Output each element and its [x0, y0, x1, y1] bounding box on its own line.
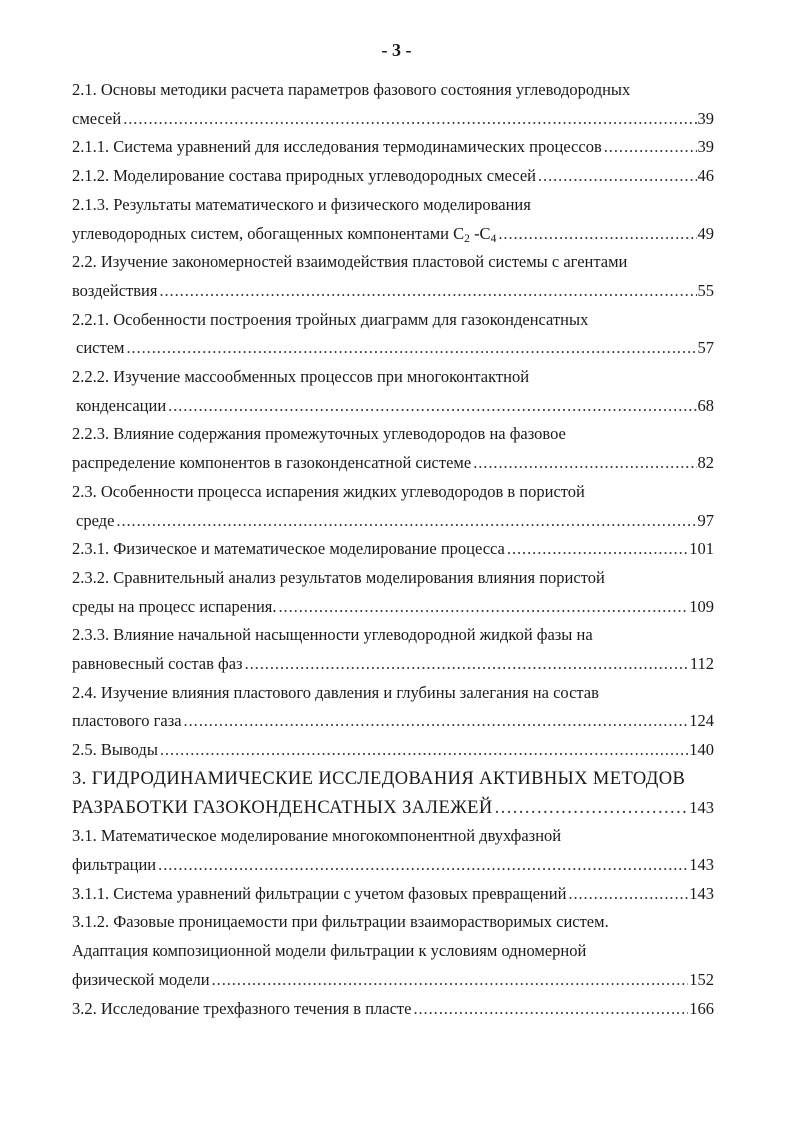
toc-entry-2-1-2[interactable] [72, 162, 714, 191]
dot-leader [498, 220, 696, 249]
toc-page-number: 140 [689, 740, 714, 760]
toc-entry-text: 3.2. Исследование трехфазного течения в пласте [72, 998, 412, 1018]
toc-entry-2-5[interactable] [72, 736, 714, 765]
dot-leader [116, 507, 696, 536]
toc-entry-2-3-2[interactable] [72, 564, 714, 621]
toc-page-number: 124 [689, 711, 714, 731]
toc-entry-text: распределение компонентов в газоконденсатной системе [72, 453, 472, 473]
toc-page-number: 49 [697, 223, 714, 243]
toc-entry-text: 2.2.1. Особенности построения тройных диаграмм для газоконденсатных [72, 309, 589, 329]
toc-entry-text: 2.3.2. Сравнительный анализ результатов моделирования влияния пористой [72, 567, 605, 587]
dot-leader [184, 707, 689, 736]
toc-page-number: 55 [697, 280, 714, 300]
toc-entry-text: физической модели [72, 969, 210, 989]
toc-page-number: 112 [689, 654, 714, 674]
toc-entry-2-2-2[interactable] [72, 363, 714, 420]
toc-page-number: 109 [689, 596, 714, 616]
toc-entry-3-1-1[interactable] [72, 880, 714, 909]
dot-leader [413, 995, 688, 1024]
toc-entry-text: углеводородных систем, обогащенных компонентами $C_2$ $-C_4$ [72, 223, 497, 245]
toc-entry-3-2[interactable] [72, 995, 714, 1024]
dot-leader [212, 966, 689, 995]
toc-entry-text: РАЗРАБОТКИ ГАЗОКОНДЕНСАТНЫХ ЗАЛЕЖЕЙ [72, 797, 493, 818]
toc-entry-2-1-1[interactable] [72, 133, 714, 162]
toc-entry-text: 2.3. Особенности процесса испарения жидких углеводородов в пористой [72, 481, 585, 501]
toc-entry-text: 2.1.2. Моделирование состава природных углеводородных смесей [72, 166, 536, 186]
toc-entry-text: 3.1. Математическое моделирование многокомпонентной двухфазной [72, 826, 562, 846]
toc-entry-text: 2.1.1. Система уравнений для исследования термодинамических процессов [72, 137, 602, 157]
dot-leader [279, 593, 689, 622]
toc-entry-2-2[interactable] [72, 248, 714, 305]
toc-entry-2-1[interactable] [72, 76, 714, 133]
toc-entry-text: конденсации [76, 395, 167, 415]
toc-entry-text: 2.1.3. Результаты математического и физического моделирования [72, 194, 531, 214]
dot-leader [123, 105, 696, 134]
toc-entry-text: 3. ГИДРОДИНАМИЧЕСКИЕ ИССЛЕДОВАНИЯ АКТИВНЫХ МЕТОДОВ [72, 768, 686, 789]
toc-entry-2-3[interactable] [72, 478, 714, 535]
dot-leader [168, 392, 696, 421]
toc-page-number: 68 [697, 395, 714, 415]
toc-entry-chapter-3[interactable] [72, 765, 714, 822]
toc-entry-text: среды на процесс испарения. [72, 596, 277, 616]
toc-page-number: 39 [697, 108, 714, 128]
toc-entry-3-1-2[interactable] [72, 908, 714, 994]
dot-leader [604, 133, 697, 162]
table-of-contents [72, 76, 714, 1023]
toc-page-number: 166 [689, 998, 714, 1018]
dot-leader [126, 334, 696, 363]
toc-entry-text: 2.2.3. Влияние содержания промежуточных углеводородов на фазовое [72, 424, 566, 444]
toc-entry-text: 2.1. Основы методики расчета параметров фазового состояния углеводородных [72, 80, 631, 99]
dot-leader [473, 449, 696, 478]
toc-entry-text: систем [76, 338, 125, 358]
toc-page-number: 101 [689, 539, 714, 559]
toc-entry-text: смесей [72, 108, 122, 128]
toc-entry-text: 2.4. Изучение влияния пластового давления и глубины залегания на состав [72, 682, 599, 702]
toc-entry-text: 3.1.1. Система уравнений фильтрации с учетом фазовых превращений [72, 883, 567, 903]
toc-entry-2-4[interactable] [72, 679, 714, 736]
toc-entry-text: 2.5. Выводы [72, 740, 158, 760]
toc-entry-text: равновесный состав фаз [72, 654, 243, 674]
toc-entry-text: Адаптация композиционной модели фильтрации к условиям одномерной [72, 941, 587, 961]
toc-page-number: 143 [689, 854, 714, 874]
toc-entry-text: 2.3.1. Физическое и математическое моделирование процесса [72, 539, 505, 559]
dot-leader [245, 650, 689, 679]
toc-page-number: 97 [697, 510, 714, 530]
toc-entry-2-1-3[interactable] [72, 191, 714, 248]
toc-entry-2-2-1[interactable] [72, 306, 714, 363]
toc-entry-3-1[interactable] [72, 822, 714, 879]
toc-entry-text: фильтрации [72, 854, 157, 874]
toc-page-number: 143 [689, 883, 714, 903]
page-number: - 3 - [381, 40, 412, 60]
dot-leader [158, 851, 688, 880]
toc-entry-2-3-1[interactable] [72, 535, 714, 564]
toc-page-number: 82 [697, 453, 714, 473]
toc-entry-2-3-3[interactable] [72, 621, 714, 678]
toc-page-number: 46 [697, 166, 714, 186]
toc-entry-text: воздействия [72, 280, 158, 300]
toc-page-number: 152 [689, 969, 714, 989]
toc-page-number: 57 [697, 338, 714, 358]
toc-entry-text: 2.3.3. Влияние начальной насыщенности углеводородной жидкой фазы на [72, 625, 593, 645]
toc-entry-text: 2.2.2. Изучение массообменных процессов при многоконтактной [72, 367, 530, 387]
dot-leader [507, 535, 688, 564]
dot-leader [160, 736, 688, 765]
toc-entry-text: 3.1.2. Фазовые проницаемости при фильтрации взаиморастворимых систем. [72, 912, 609, 932]
toc-entry-2-2-3[interactable] [72, 420, 714, 477]
dot-leader [538, 162, 697, 191]
dot-leader [495, 794, 689, 823]
toc-entry-text: пластового газа [72, 711, 182, 731]
toc-page-number: 143 [689, 797, 714, 817]
toc-entry-text: среде [76, 510, 115, 530]
dot-leader [159, 277, 696, 306]
toc-entry-text: 2.2. Изучение закономерностей взаимодействия пластовой системы с агентами [72, 252, 628, 272]
toc-page-number: 39 [697, 137, 714, 157]
dot-leader [568, 880, 688, 909]
